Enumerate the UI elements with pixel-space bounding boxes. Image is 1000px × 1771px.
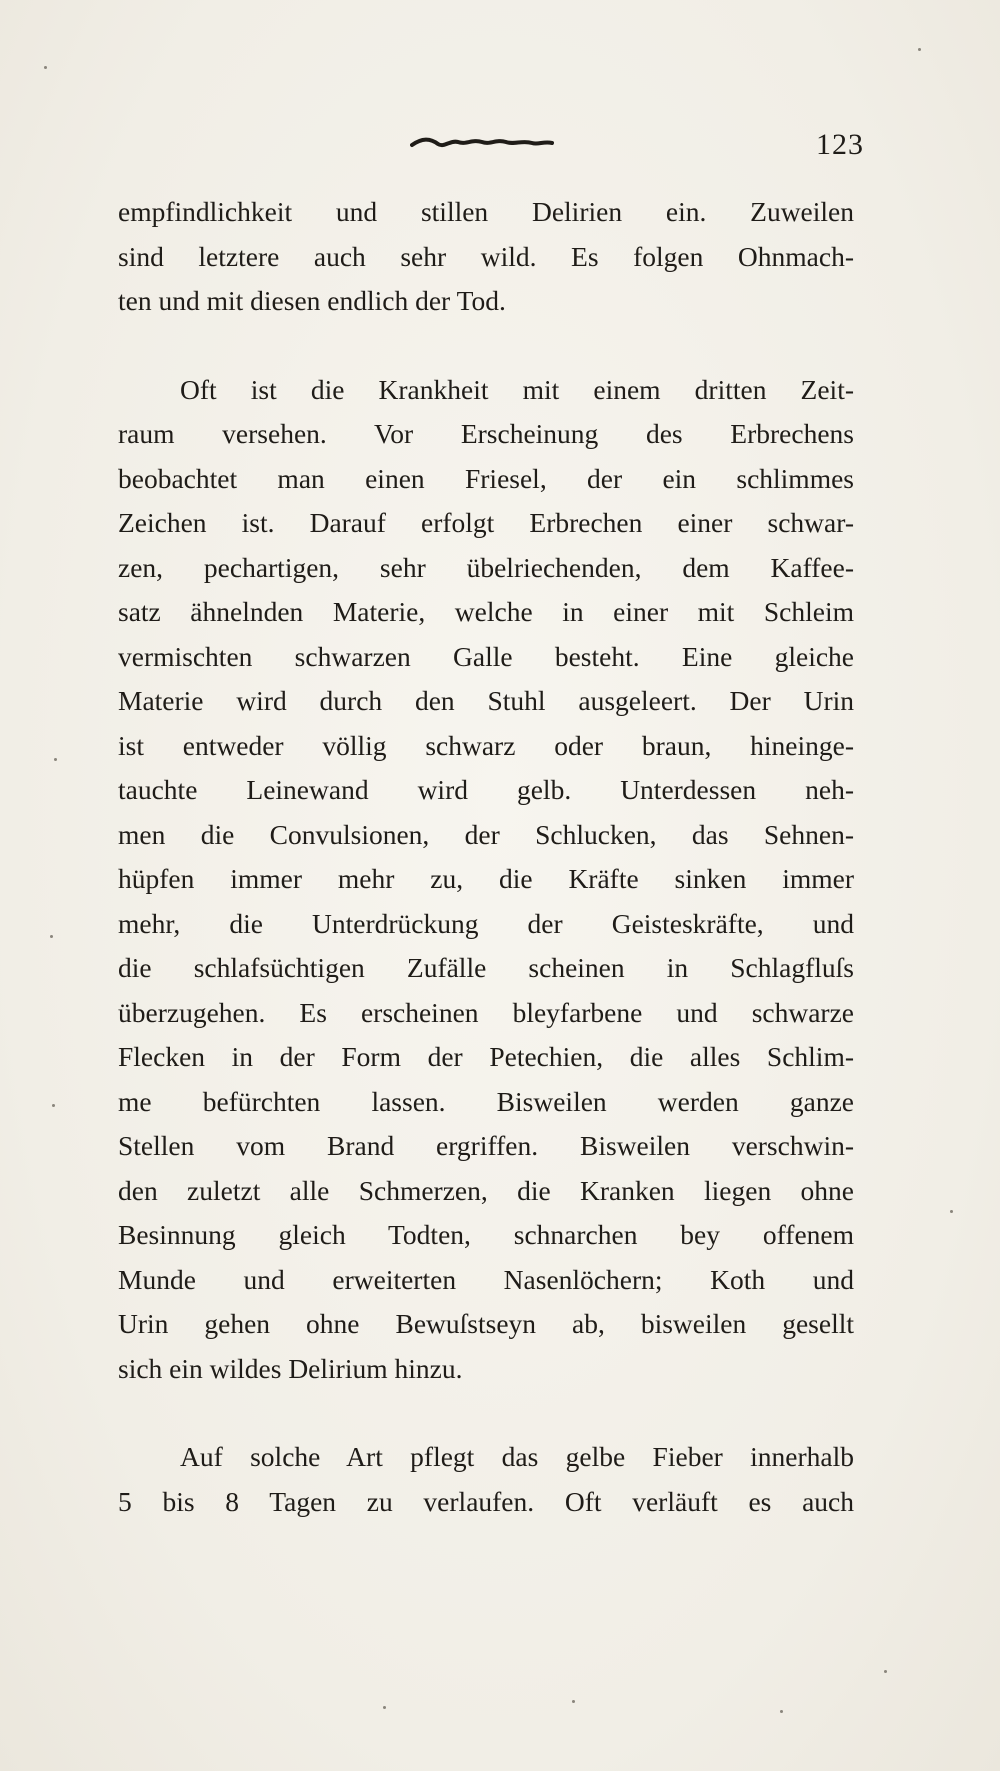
text-line: Flecken in der Form der Petechien, die alles Schlim- — [118, 1041, 854, 1072]
text-line: Auf solche Art pflegt das gelbe Fieber innerhalb — [180, 1441, 854, 1472]
text-line: satz ähnelnden Materie, welche in einer mit Schleim — [118, 596, 854, 627]
text-line: empfindlichkeit und stillen Delirien ein. Zuweilen — [118, 196, 854, 227]
text-line: Besinnung gleich Todten, schnarchen bey offenem — [118, 1219, 854, 1250]
text-line: den zuletzt alle Schmerzen, die Kranken liegen ohne — [118, 1174, 854, 1206]
paragraph-2 — [118, 368, 854, 1392]
text-line: men die Convulsionen, der Schlucken, das Sehnen- — [118, 818, 854, 850]
text-line: tauchte Leinewand wird gelb. Unterdessen neh- — [118, 774, 854, 805]
text-line: Materie wird durch den Stuhl ausgeleert. Der Urin — [118, 685, 854, 716]
paragraph-1 — [118, 190, 854, 324]
page-header — [110, 128, 870, 168]
text-line: sind letztere auch sehr wild. Es folgen Ohnmach- — [118, 240, 854, 272]
page-number: 123 — [816, 128, 864, 161]
text-line: mehr, die Unterdrückung der Geisteskräfte, und — [118, 907, 854, 939]
text-line: Oft ist die Krankheit mit einem dritten Zeit- — [180, 373, 854, 405]
text-line: hüpfen immer mehr zu, die Kräfte sinken immer — [118, 863, 854, 894]
header-ornament-icon — [410, 136, 560, 150]
text-line: beobachtet man einen Friesel, der ein schlimmes — [118, 462, 854, 494]
text-line: ten und mit diesen endlich der Tod. — [118, 285, 506, 316]
text-line: Stellen vom Brand ergriffen. Bisweilen verschwin- — [118, 1130, 854, 1161]
text-line: Urin gehen ohne Bewuſstseyn ab, bisweilen gesellt — [118, 1308, 854, 1339]
paragraph-gap — [118, 1391, 854, 1435]
paragraph-gap — [118, 324, 854, 368]
text-line: 5 bis 8 Tagen zu verlaufen. Oft verläuft es auch — [118, 1485, 854, 1517]
paragraph-3 — [118, 1435, 854, 1524]
text-line: vermischten schwarzen Galle besteht. Eine gleiche — [118, 640, 854, 672]
text-line: überzugehen. Es erscheinen bleyfarbene und schwarze — [118, 996, 854, 1028]
text-line: raum versehen. Vor Erscheinung des Erbrechens — [118, 418, 854, 449]
text-line: Zeichen ist. Darauf erfolgt Erbrechen einer schwar- — [118, 507, 854, 538]
text-line: die schlafsüchtigen Zufälle scheinen in Schlagfluſs — [118, 952, 854, 983]
text-line: ist entweder völlig schwarz oder braun, hineinge- — [118, 729, 854, 761]
text-line: me befürchten lassen. Bisweilen werden ganze — [118, 1085, 854, 1117]
body-text — [118, 190, 854, 1524]
text-line: sich ein wildes Delirium hinzu. — [118, 1352, 463, 1384]
text-line: zen, pechartigen, sehr übelriechenden, dem Kaffee- — [118, 551, 854, 583]
text-line: Munde und erweiterten Nasenlöchern; Koth und — [118, 1263, 854, 1295]
